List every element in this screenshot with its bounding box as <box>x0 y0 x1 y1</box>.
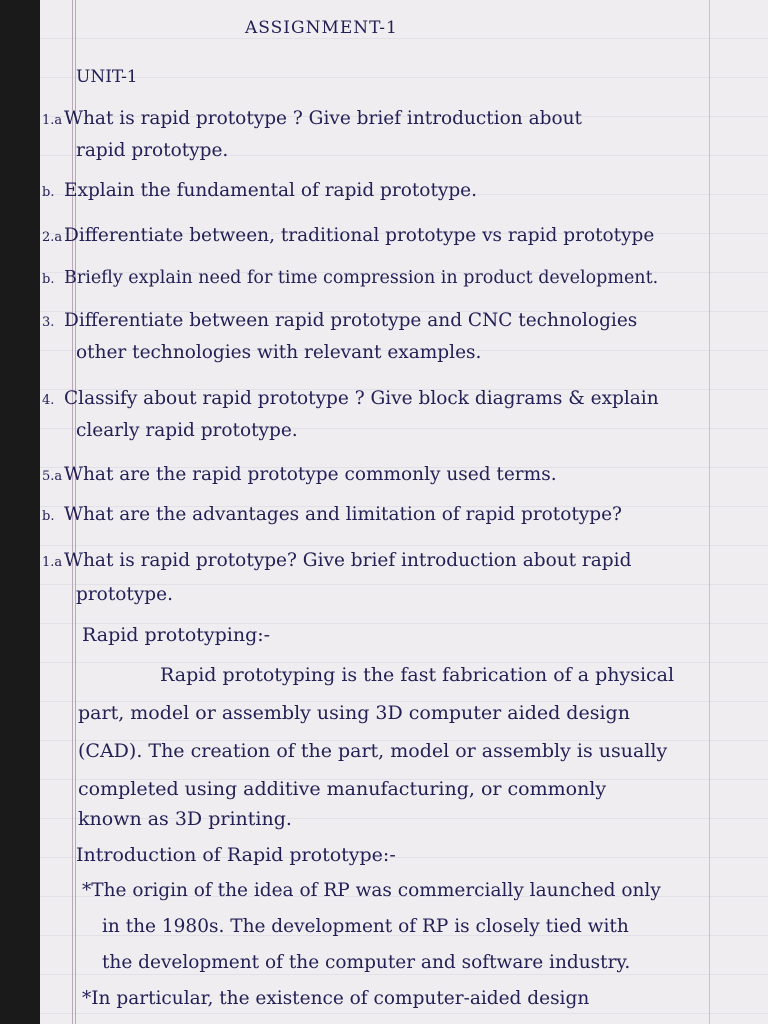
question-number: b. <box>42 185 55 200</box>
paragraph-line: completed using additive manufacturing, or commonly <box>78 778 607 800</box>
question-number: 3. <box>42 315 55 330</box>
question-text: What are the rapid prototype commonly used terms. <box>64 464 557 485</box>
bullet-line: *The origin of the idea of RP was commercially launched only <box>82 880 661 901</box>
bullet-line: in the 1980s. The development of RP is closely tied with <box>102 916 629 937</box>
unit-heading: UNIT-1 <box>76 67 138 87</box>
section-heading-rapid-prototyping: Rapid prototyping:- <box>82 624 271 646</box>
notebook-page <box>40 0 768 1024</box>
question-1a <box>42 108 582 129</box>
right-margin-line <box>709 0 710 1024</box>
paragraph-line: part, model or assembly using 3D computer aided design <box>78 702 630 724</box>
question-number: b. <box>42 272 55 287</box>
question-3-cont: other technologies with relevant examples. <box>76 342 482 363</box>
answer-question-cont: prototype. <box>76 584 173 605</box>
question-4-cont: clearly rapid prototype. <box>76 420 298 441</box>
section-heading-introduction: Introduction of Rapid prototype:- <box>76 844 396 866</box>
paragraph-line: Rapid prototyping is the fast fabrication of a physical <box>160 664 675 686</box>
question-number: 1.a <box>42 113 63 128</box>
question-number: 1.a <box>42 555 63 570</box>
paragraph-line: known as 3D printing. <box>78 808 292 830</box>
question-4 <box>42 388 659 409</box>
question-text: What is rapid prototype? Give brief introduction about rapid <box>64 550 632 571</box>
question-text: What is rapid prototype ? Give brief introduction about <box>64 108 582 129</box>
question-number: b. <box>42 509 55 524</box>
question-text: Differentiate between, traditional prototype vs rapid prototype <box>64 225 655 246</box>
bullet-line: *In particular, the existence of computer-aided design <box>82 988 590 1009</box>
question-number: 4. <box>42 393 55 408</box>
bullet-line: the development of the computer and software industry. <box>102 952 631 973</box>
question-text: Explain the fundamental of rapid prototype. <box>64 180 478 201</box>
question-text: Classify about rapid prototype ? Give block diagrams & explain <box>64 388 659 409</box>
page-title: ASSIGNMENT-1 <box>245 18 398 38</box>
question-2a <box>42 225 654 246</box>
question-1b <box>42 180 477 201</box>
question-text: Briefly explain need for time compression in product development. <box>64 268 659 288</box>
question-text: What are the advantages and limitation of rapid prototype? <box>64 504 622 525</box>
question-3 <box>42 310 637 331</box>
question-number: 2.a <box>42 230 63 245</box>
question-5a <box>42 464 557 485</box>
question-1a-cont: rapid prototype. <box>76 140 229 161</box>
question-text: Differentiate between rapid prototype and CNC technologies <box>64 310 638 331</box>
question-2b <box>42 268 658 288</box>
question-number: 5.a <box>42 469 63 484</box>
answer-question-1a <box>42 550 631 571</box>
paragraph-line: (CAD). The creation of the part, model or assembly is usually <box>78 740 668 762</box>
question-5b <box>42 504 622 525</box>
